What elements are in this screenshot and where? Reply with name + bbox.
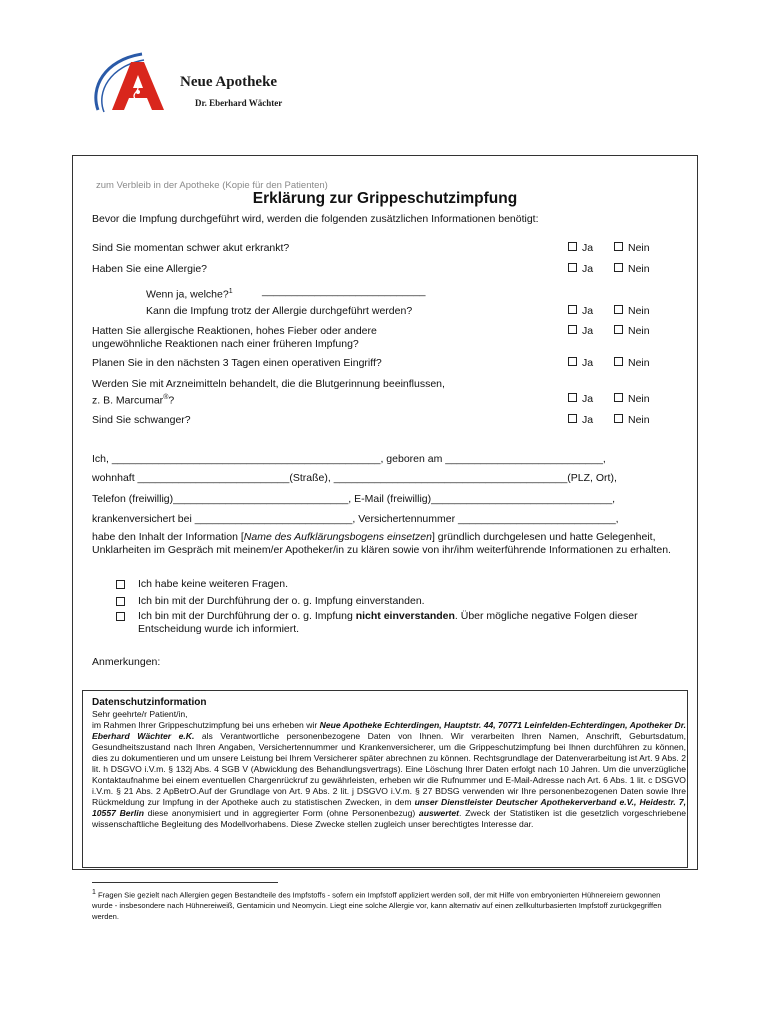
form-intro: Bevor die Impfung durchgeführt wird, werden die folgenden zusätzlichen Informationen benötigt:	[92, 213, 539, 225]
question-pregnancy: Sind Sie schwanger?	[92, 414, 191, 426]
checkbox-icon	[568, 305, 577, 314]
consent-option-agree[interactable]: Ich bin mit der Durchführung der o. g. Impfung einverstanden.	[138, 595, 678, 608]
checkbox-icon	[568, 393, 577, 402]
checkbox-icon	[614, 325, 623, 334]
q5-no-option[interactable]: Nein	[614, 393, 650, 405]
footnote: $^1$ Fragen Sie gezielt nach Allergien gegen Bestandteile des Impfstoffs - sofern ein Impfstoff appliziert werden soll, der mit Hilfe von embryonierten Hühnereiern gewonnen wurde - insbesondere nach Hühnereiweiß, Gentamicin und Neomycin. Liegt eine solche Allergie vor, kann alternativ auf einen zellkulturbasierten Impfstoff zurückgegriffen werden.	[92, 889, 662, 921]
brand-name: Neue Apotheke	[180, 74, 278, 90]
question-which-allergy: Wenn ja, welche?$^1$	[146, 288, 233, 301]
phone-email-line[interactable]: Telefon (freiwillig)______________________________, E-Mail (freiwillig)_______________________________,	[92, 493, 616, 505]
privacy-title: Datenschutzinformation	[92, 697, 207, 708]
checkbox-icon	[116, 580, 125, 589]
consent-option-disagree[interactable]: Ich bin mit der Durchführung der o. g. Impfung nicht einverstanden. Über mögliche negative Folgen dieser Entscheidung wurde ich informiert.	[138, 610, 678, 636]
q3-no-option[interactable]: Nein	[614, 325, 650, 337]
q6-no-option[interactable]: Nein	[614, 414, 650, 426]
question-surgery: Planen Sie in den nächsten 3 Tagen einen operativen Eingriff?	[92, 357, 382, 369]
name-birthdate-line[interactable]: Ich, ______________________________________________, geboren am ___________________________,	[92, 453, 606, 465]
q1-yes-option[interactable]: Ja	[568, 242, 593, 254]
q2-yes-option[interactable]: Ja	[568, 263, 593, 275]
question-acute-illness: Sind Sie momentan schwer akut erkrankt?	[92, 242, 290, 254]
checkbox-icon	[568, 263, 577, 272]
q2b-no-option[interactable]: Nein	[614, 305, 650, 317]
checkbox-icon	[614, 414, 623, 423]
consent-option-no-questions[interactable]: Ich habe keine weiteren Fragen.	[138, 578, 678, 591]
checkbox-icon	[568, 357, 577, 366]
allergy-input-line[interactable]: ____________________________	[262, 285, 426, 297]
question-allergy: Haben Sie eine Allergie?	[92, 263, 207, 275]
checkbox-icon	[614, 242, 623, 251]
q5-yes-option[interactable]: Ja	[568, 393, 593, 405]
checkbox-icon	[614, 357, 623, 366]
insurance-line[interactable]: krankenversichert bei ___________________________, Versichertennummer ___________________________,	[92, 513, 619, 525]
checkbox-icon	[614, 305, 623, 314]
privacy-text: Sehr geehrte/r Patient/in, im Rahmen Ihrer Grippeschutzimpfung bei uns erheben wir Neue Apotheke Echterdingen, Hauptstr. 44, 70771 Leinfelden-Echterdingen, Apotheker Dr. Eberhard Wächter e.K. als Verantwortliche personenbezogene Daten von Ihnen. Wir verarbeiten Ihren Namen, Anschrift, Geburtsdatum, Gesundheitszustand nach Ihren Angaben, Versichertennummer und Krankenversicherer, um die Grippeschutzimpfung bei Ihnen durchführen zu können, dies zu dokumentieren und um unsere Leistung bei Ihrem Versicherer später abrechnen zu können. Rechtsgrundlage der Datenverarbeitung ist Art. 9 Abs. 2 lit. h DSGVO i.V.m. § 132j Abs. 4 SGB V (Abwicklung des Behandlungsvertrags). Eine Löschung Ihrer Daten erfolgt nach 10 Jahren. Um die unverzügliche Kontaktaufnahme bei einem eventuellen Chargenrückruf zu gewährleisten, erheben wir die Rufnummer und E-Mail-Adresse nach Art. 6 Abs. 1 lit. c DSGVO i.V.m. § 21 Abs. 2 ApBetrO.Auf der Grundlage von Art. 9 Abs. 2 lit. j DSGVO i.V.m. § 27 BDSG verwenden wir Ihre personenbezogenen Daten sowie Ihre Rückmeldung zur Impfung in der Apotheke auch zu statistischen Zwecken, in dem unser Dienstleister Deutscher Apothekerverband e.V., Heidestr. 7, 10557 Berlin diese anonymisiert und in aggregierter Form (ohne Personenbezug) auswertet. Zweck der Statistiken ist die gesetzlich vorgeschriebene wissenschaftliche Begleitung des Modellvorhabens. Diese Zwecke stellen zugleich unser berechtigtes Interesse dar.	[92, 709, 686, 829]
checkbox-icon	[614, 263, 623, 272]
address-line[interactable]: wohnhaft __________________________(Straße), ________________________________________(PLZ, Ort),	[92, 472, 617, 484]
apotheke-logo-icon	[86, 48, 176, 118]
copy-note: zum Verbleib in der Apotheke (Kopie für den Patienten)	[96, 180, 328, 191]
footnote-divider	[92, 882, 278, 883]
checkbox-icon	[116, 612, 125, 621]
checkbox-icon	[568, 325, 577, 334]
checkbox-icon	[116, 597, 125, 606]
brand-owner: Dr. Eberhard Wächter	[195, 98, 283, 108]
question-previous-reactions: Hatten Sie allergische Reaktionen, hohes Fieber oder andere ungewöhnliche Reaktionen nach einer früheren Impfung?	[92, 325, 377, 350]
question-vaccination-despite-allergy: Kann die Impfung trotz der Allergie durchgeführt werden?	[146, 305, 413, 317]
checkbox-icon	[568, 242, 577, 251]
q2b-yes-option[interactable]: Ja	[568, 305, 593, 317]
q4-no-option[interactable]: Nein	[614, 357, 650, 369]
question-anticoagulants: Werden Sie mit Arzneimitteln behandelt, die die Blutgerinnung beeinflussen, z. B. Marcumar®?	[92, 378, 445, 407]
consent-paragraph: habe den Inhalt der Information [Name des Aufklärungsbogens einsetzen] gründlich durchgelesen und hatte Gelegenheit, Unklarheiten im Gespräch mit meinem/er Apotheker/in zu klären sowie von ihr/ihm weiterführende Informationen zu erhalten.	[92, 531, 671, 556]
checkbox-icon	[614, 393, 623, 402]
q3-yes-option[interactable]: Ja	[568, 325, 593, 337]
q2-no-option[interactable]: Nein	[614, 263, 650, 275]
q1-no-option[interactable]: Nein	[614, 242, 650, 254]
checkbox-icon	[568, 414, 577, 423]
form-title: Erklärung zur Grippeschutzimpfung	[252, 190, 518, 207]
q4-yes-option[interactable]: Ja	[568, 357, 593, 369]
remarks-label: Anmerkungen:	[92, 656, 161, 668]
q6-yes-option[interactable]: Ja	[568, 414, 593, 426]
